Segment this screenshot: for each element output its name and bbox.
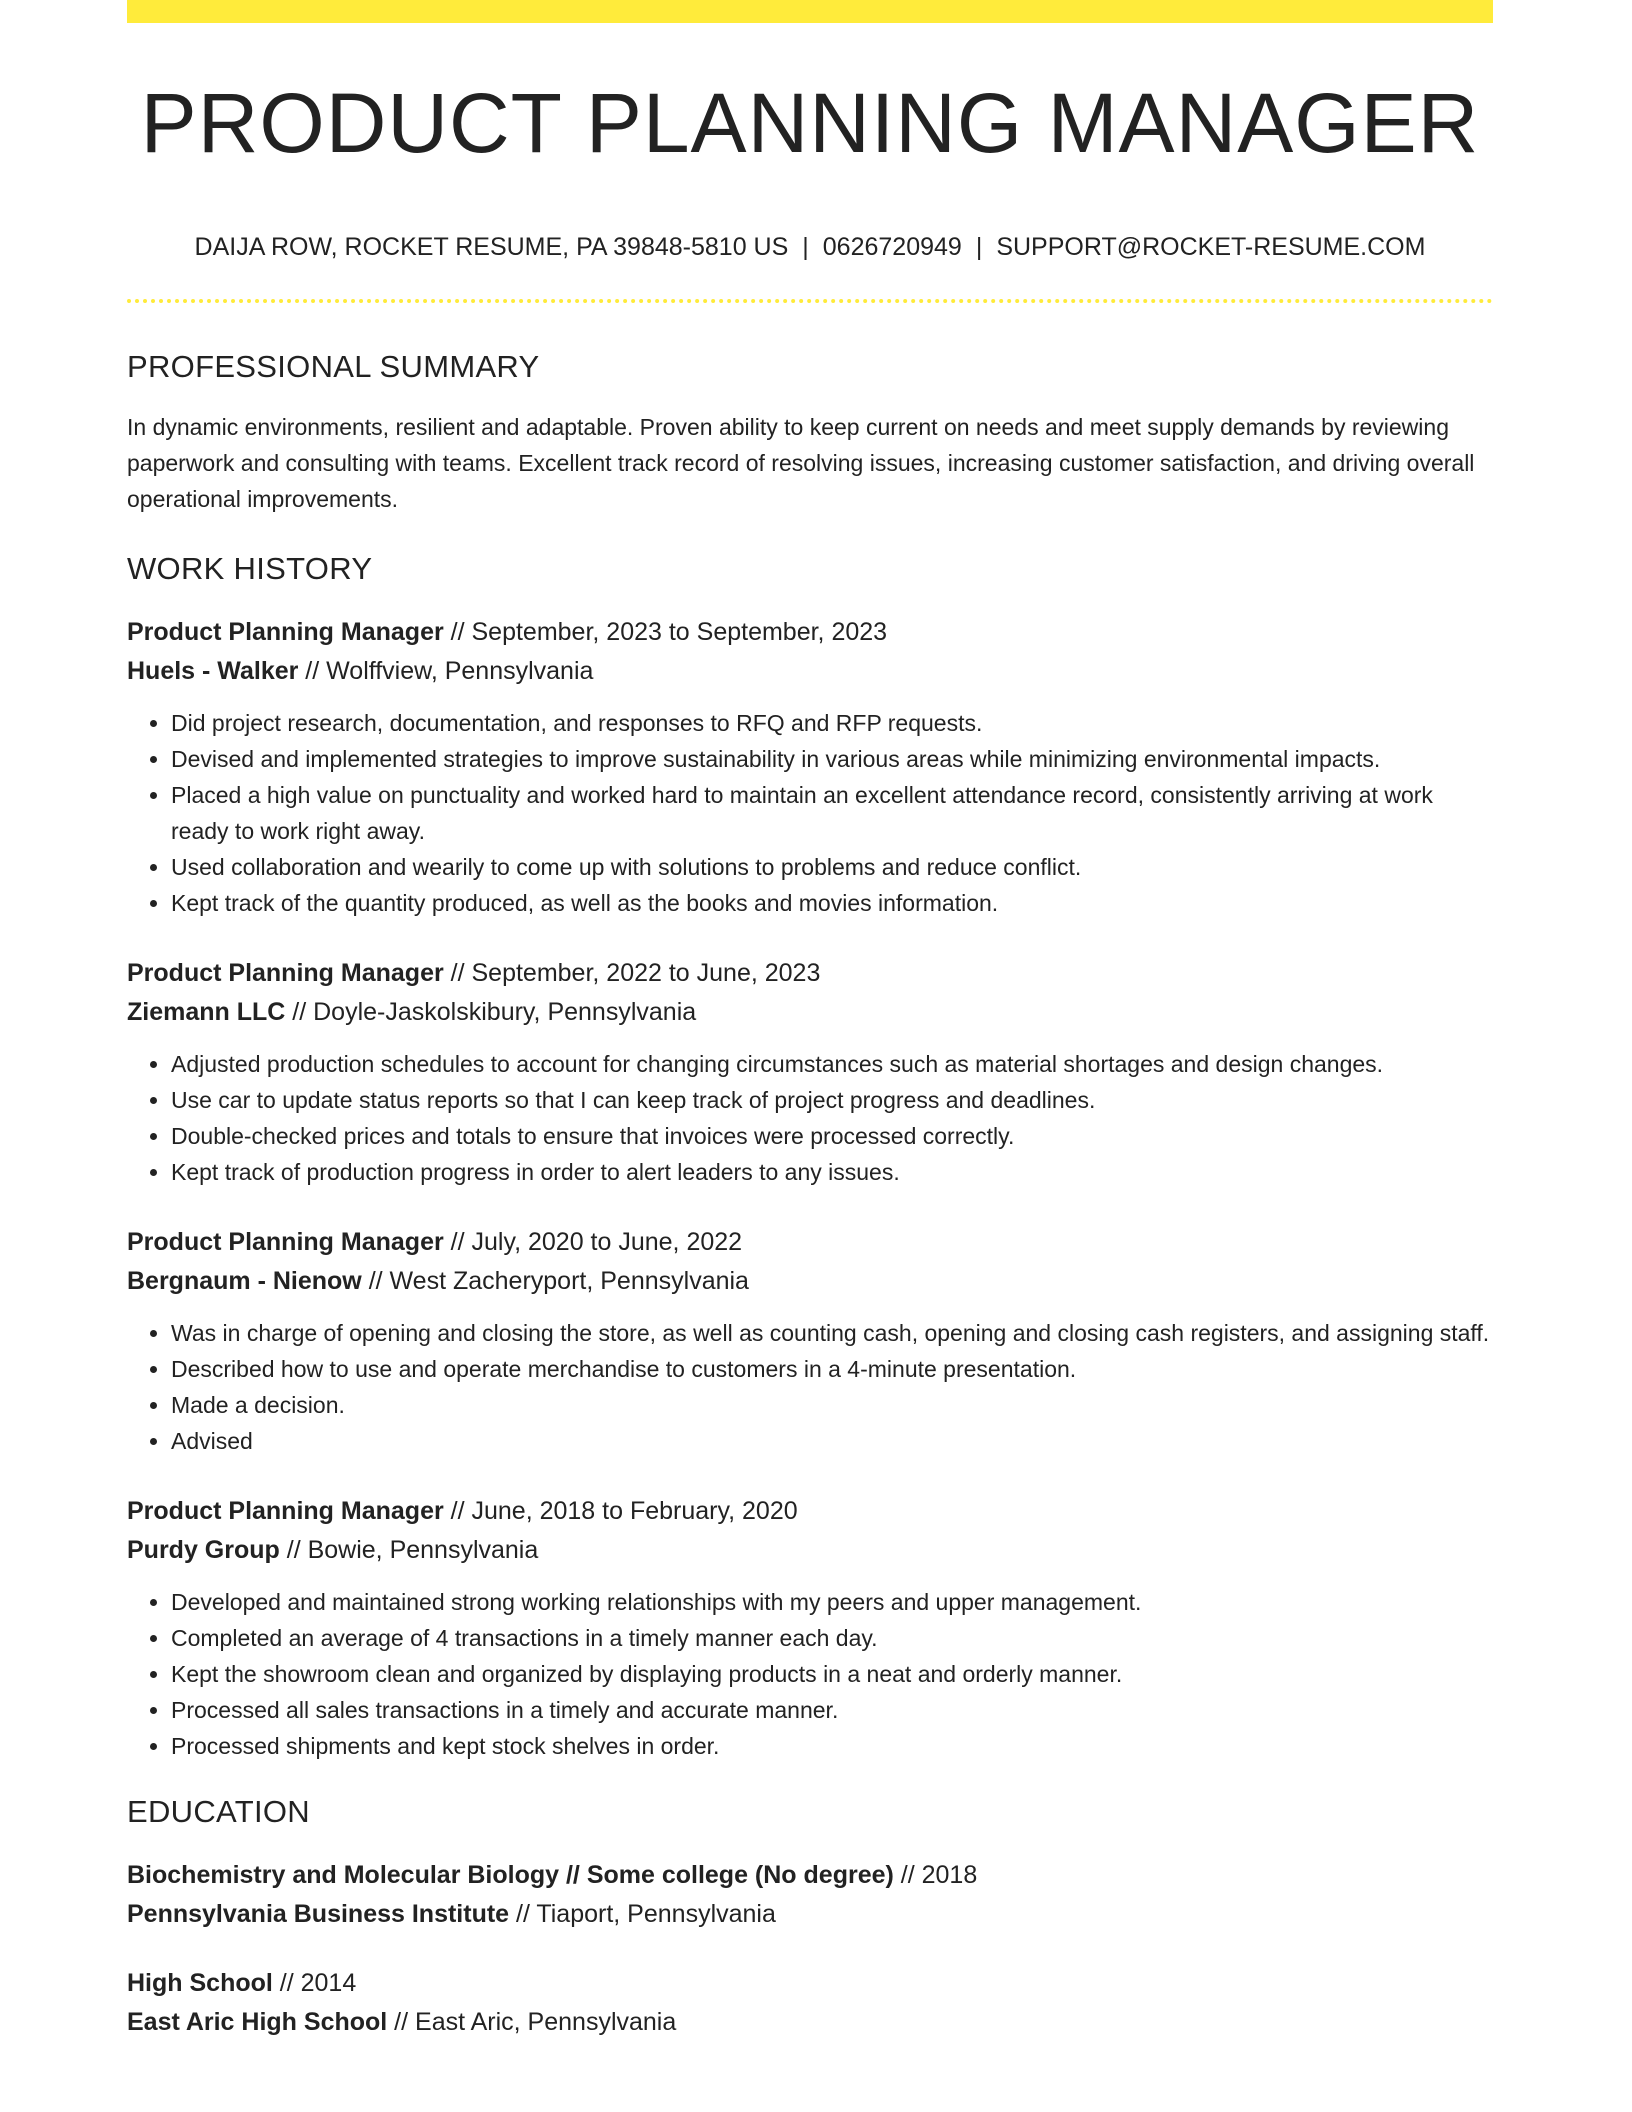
- list-item: • Advised: [171, 1423, 1493, 1459]
- job-company-line: [127, 993, 1493, 1032]
- list-item: • Was in charge of opening and closing the store, as well as counting cash, opening and closing cash registers, and assigning staff.: [171, 1315, 1493, 1351]
- job-location: // Wolffview, Pennsylvania: [298, 657, 594, 685]
- job-company: Huels - Walker: [127, 657, 299, 685]
- job-bullets: [127, 1046, 1493, 1190]
- job-entry: [127, 1223, 1493, 1459]
- job-dates: // July, 2020 to June, 2022: [443, 1228, 743, 1256]
- job-title: Product Planning Manager: [127, 1228, 444, 1256]
- work-history-heading: WORK HISTORY: [127, 551, 373, 586]
- job-location: // West Zacheryport, Pennsylvania: [361, 1267, 749, 1295]
- education-degree-line: [127, 1856, 1493, 1895]
- contact-address: DAIJA ROW, ROCKET RESUME, PA 39848-5810 US: [194, 233, 789, 261]
- summary-heading: PROFESSIONAL SUMMARY: [127, 349, 540, 384]
- list-item: • Adjusted production schedules to account for changing circumstances such as material shortages and design changes.: [171, 1046, 1493, 1082]
- list-item: • Use car to update status reports so that I can keep track of project progress and deadlines.: [171, 1082, 1493, 1118]
- education-year: // 2014: [272, 1969, 357, 1997]
- job-bullets: [127, 1584, 1493, 1764]
- education-entry: [127, 1856, 1493, 1934]
- education-school-line: [127, 1895, 1493, 1934]
- education-school: Pennsylvania Business Institute: [127, 1900, 510, 1928]
- list-item: • Completed an average of 4 transactions in a timely manner each day.: [171, 1620, 1493, 1656]
- job-dates: // September, 2022 to June, 2023: [443, 959, 821, 987]
- dotted-divider: [127, 299, 1493, 303]
- top-accent-bar: [127, 0, 1493, 23]
- contact-email[interactable]: SUPPORT@ROCKET-RESUME.COM: [996, 233, 1426, 261]
- job-title: Product Planning Manager: [127, 959, 444, 987]
- job-title-line: [127, 1223, 1493, 1262]
- job-bullets: [127, 705, 1493, 921]
- contact-line: [127, 233, 1493, 262]
- education-degree: High School: [127, 1969, 273, 1997]
- list-item: • Devised and implemented strategies to improve sustainability in various areas while minimizing environmental impacts.: [171, 741, 1493, 777]
- job-dates: // June, 2018 to February, 2020: [443, 1497, 798, 1525]
- list-item: • Processed all sales transactions in a timely and accurate manner.: [171, 1692, 1493, 1728]
- contact-phone[interactable]: 0626720949: [822, 233, 962, 261]
- job-company-line: [127, 652, 1493, 691]
- job-title-line: [127, 613, 1493, 652]
- resume-title: PRODUCT PLANNING MANAGER: [140, 76, 1480, 170]
- education-heading: EDUCATION: [127, 1794, 310, 1829]
- job-company: Bergnaum - Nienow: [127, 1267, 362, 1295]
- contact-separator: |: [802, 233, 809, 261]
- list-item: • Kept track of the quantity produced, as well as the books and movies information.: [171, 885, 1493, 921]
- list-item: • Double-checked prices and totals to ensure that invoices were processed correctly.: [171, 1118, 1493, 1154]
- list-item: • Processed shipments and kept stock shelves in order.: [171, 1728, 1493, 1764]
- education-degree-line: [127, 1964, 1493, 2003]
- list-item: • Described how to use and operate merchandise to customers in a 4-minute presentation.: [171, 1351, 1493, 1387]
- job-entry: [127, 613, 1493, 921]
- education-school-line: [127, 2003, 1493, 2042]
- job-title: Product Planning Manager: [127, 618, 444, 646]
- job-bullets: [127, 1315, 1493, 1459]
- job-dates: // September, 2023 to September, 2023: [443, 618, 888, 646]
- contact-separator: |: [975, 233, 983, 261]
- list-item: • Did project research, documentation, and responses to RFQ and RFP requests.: [171, 705, 1493, 741]
- education-year: // 2018: [893, 1861, 978, 1889]
- education-school: East Aric High School: [127, 2008, 388, 2036]
- list-item: • Kept track of production progress in order to alert leaders to any issues.: [171, 1154, 1493, 1190]
- job-company-line: [127, 1262, 1493, 1301]
- list-item: • Made a decision.: [171, 1387, 1493, 1423]
- education-degree: Biochemistry and Molecular Biology // Some college (No degree): [127, 1861, 894, 1889]
- list-item: • Placed a high value on punctuality and worked hard to maintain an excellent attendance record, consistently arriving at work ready to work right away.: [171, 777, 1493, 849]
- job-company-line: [127, 1531, 1493, 1570]
- summary-text: In dynamic environments, resilient and adaptable. Proven ability to keep current on needs and meet supply demands by reviewing paperwork and consulting with teams. Excellent track record of resolving issues, increasing customer satisfaction, and driving overall operational improvements.: [127, 414, 1475, 512]
- job-entry: [127, 954, 1493, 1190]
- education-location: // Tiaport, Pennsylvania: [509, 1900, 776, 1928]
- education-location: // East Aric, Pennsylvania: [387, 2008, 677, 2036]
- list-item: • Kept the showroom clean and organized by displaying products in a neat and orderly manner.: [171, 1656, 1493, 1692]
- job-title-line: [127, 1492, 1493, 1531]
- list-item: • Used collaboration and wearily to come up with solutions to problems and reduce conflict.: [171, 849, 1493, 885]
- job-location: // Doyle-Jaskolskibury, Pennsylvania: [285, 998, 697, 1026]
- job-title-line: [127, 954, 1493, 993]
- job-title: Product Planning Manager: [127, 1497, 444, 1525]
- list-item: • Developed and maintained strong working relationships with my peers and upper management.: [171, 1584, 1493, 1620]
- job-company: Ziemann LLC: [127, 998, 286, 1026]
- job-entry: [127, 1492, 1493, 1764]
- job-company: Purdy Group: [127, 1536, 280, 1564]
- resume-page: [127, 0, 1493, 2042]
- education-entry: [127, 1964, 1493, 2042]
- job-location: // Bowie, Pennsylvania: [279, 1536, 539, 1564]
